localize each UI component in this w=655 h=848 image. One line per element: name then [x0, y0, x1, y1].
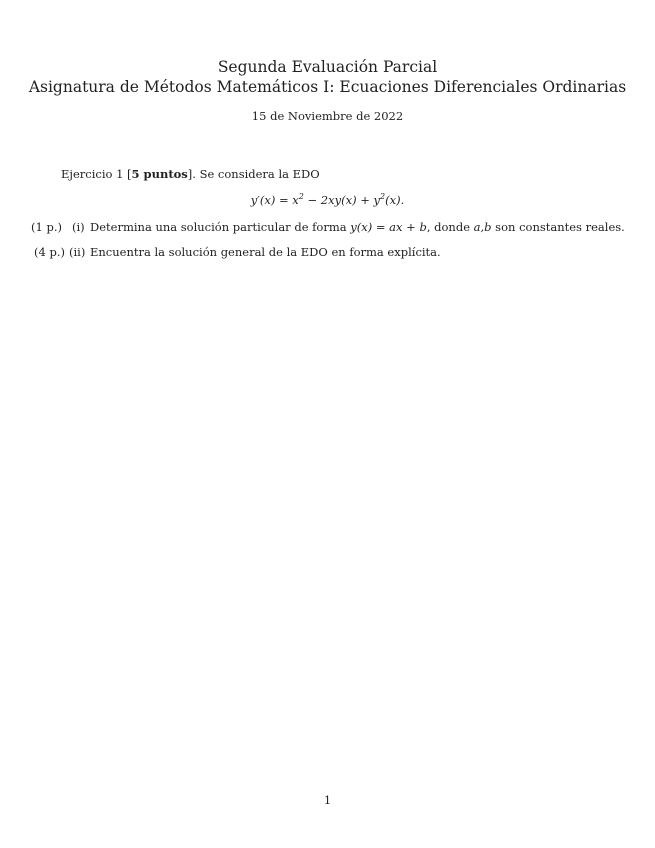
item-points: (1 p.)	[31, 220, 62, 234]
item-text: Encuentra la solución general de la EDO en forma explícita.	[90, 245, 441, 259]
exam-title: Segunda Evaluación Parcial	[217, 58, 438, 76]
item-text-c: son constantes reales.	[491, 220, 625, 234]
equation-exponent-2: 2	[380, 192, 386, 201]
equation-rhs: (x).	[385, 193, 405, 207]
exercise-points: 5 puntos	[131, 167, 188, 181]
item-points: (4 p.)	[34, 245, 65, 259]
item-math-a: y(x) = ax + b	[350, 220, 427, 234]
exercise-label: Ejercicio 1 [	[61, 167, 132, 181]
item-math-b: a,b	[473, 220, 492, 234]
equation-middle: − 2xy(x) + y	[303, 193, 381, 207]
page-number: 1	[323, 793, 332, 807]
item-label: (i)	[72, 220, 85, 234]
course-title: Asignatura de Métodos Matemáticos I: Ecuaciones Diferenciales Ordinarias	[28, 78, 627, 96]
item-label: (ii)	[69, 245, 86, 259]
exercise-intro	[61, 167, 320, 181]
exam-date: 15 de Noviembre de 2022	[251, 109, 404, 123]
item-text-b: , donde	[426, 220, 474, 234]
equation-lhs: y′(x) = x	[250, 193, 299, 207]
item-text-a: Determina una solución particular de forma	[90, 220, 351, 234]
item-text	[90, 220, 625, 234]
equation-exponent-1: 2	[298, 192, 304, 201]
exercise-intro-text: ]. Se considera la EDO	[187, 167, 320, 181]
ode-equation	[0, 193, 655, 207]
